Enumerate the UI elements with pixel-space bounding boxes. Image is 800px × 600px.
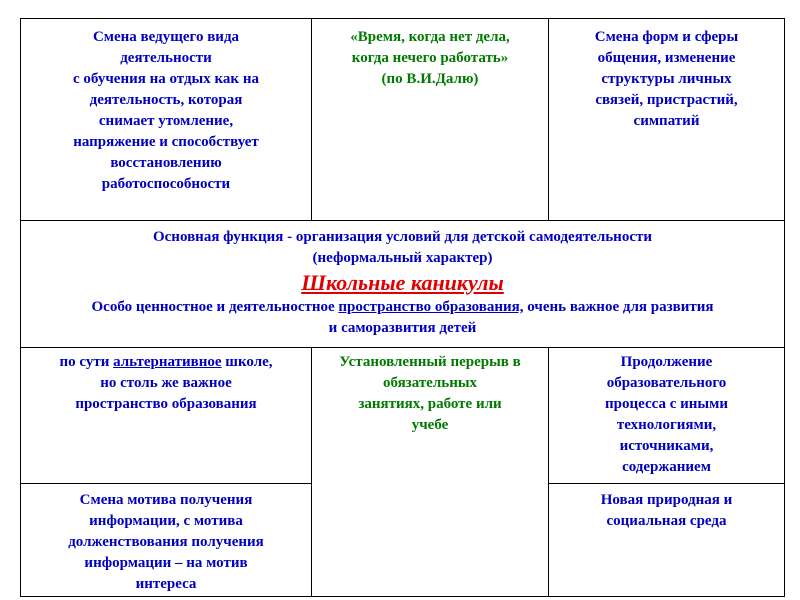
text-line: технологиями,: [616, 417, 717, 433]
text-line: (по В.И.Далю): [381, 71, 479, 87]
text-line: Смена мотива получения: [79, 492, 253, 508]
text-line: снимает утомление,: [98, 113, 234, 129]
text-line: деятельность, которая: [89, 92, 243, 108]
text-line: Продолжение: [620, 354, 713, 370]
text-line: работоспособности: [101, 176, 231, 192]
cell-alternative-space: [20, 347, 312, 484]
value-underlined: пространство образования,: [338, 299, 524, 315]
cell-center-title: [20, 220, 785, 348]
text-line: обязательных: [382, 375, 478, 391]
cell-dal-quote: [311, 18, 549, 221]
text-line: Установленный перерыв в: [339, 354, 521, 370]
function-line: Основная функция - организация условий для детской самодеятельности: [152, 229, 652, 245]
text-line: связей, пристрастий,: [595, 92, 738, 108]
text-line: деятельности: [120, 50, 212, 66]
text-line: занятиях, работе или: [358, 396, 502, 412]
text-line: образовательного: [606, 375, 727, 391]
value-suffix: очень важное для развития: [523, 299, 714, 315]
cell-break-definition: [311, 347, 549, 597]
cell-new-environment: [548, 483, 785, 597]
text-line: симпатий: [633, 113, 700, 129]
text-line: информации, с мотива: [89, 513, 243, 529]
text-line: процесса с иными: [605, 396, 728, 412]
text-line: структуры личных: [601, 71, 732, 87]
alt-underlined: альтернативное: [113, 354, 222, 370]
text-line: интереса: [135, 576, 197, 592]
holiday-table: [20, 18, 785, 597]
text-line: социальная среда: [606, 513, 727, 529]
text-line: Смена ведущего вида: [92, 29, 240, 45]
text-line: напряжение и способствует: [73, 134, 259, 150]
text-line: учебе: [411, 417, 449, 433]
text-line: долженствования получения: [68, 534, 264, 550]
cell-activity-change: [20, 18, 312, 221]
text-line: когда нечего работать»: [351, 50, 509, 66]
cell-motive-change: [20, 483, 312, 597]
cell-education-continuation: [548, 347, 785, 484]
text-line: [21, 352, 311, 373]
text-line: «Время, когда нет дела,: [350, 29, 510, 45]
text-line: Новая природная и: [600, 492, 733, 508]
text-line: содержанием: [622, 459, 711, 475]
text-line: общения, изменение: [597, 50, 736, 66]
text-line: восстановлению: [110, 155, 222, 171]
text-line: Смена форм и сферы: [594, 29, 739, 45]
alt-prefix: по сути: [59, 354, 114, 370]
cell-communication-change: [548, 18, 785, 221]
text-line: но столь же важное: [100, 375, 232, 391]
page-title: Школьные каникулы: [301, 270, 504, 295]
text-line: источниками,: [619, 438, 714, 454]
text-line: с обучения на отдых как на: [73, 71, 259, 87]
function-subline: (неформальный характер): [312, 250, 493, 266]
value-prefix: Особо ценностное и деятельностное: [91, 299, 339, 315]
value-line: [21, 297, 784, 318]
text-line: пространство образования: [75, 396, 257, 412]
value-line-2: и саморазвития детей: [328, 320, 477, 336]
alt-suffix: школе,: [221, 354, 273, 370]
text-line: информации – на мотив: [84, 555, 248, 571]
